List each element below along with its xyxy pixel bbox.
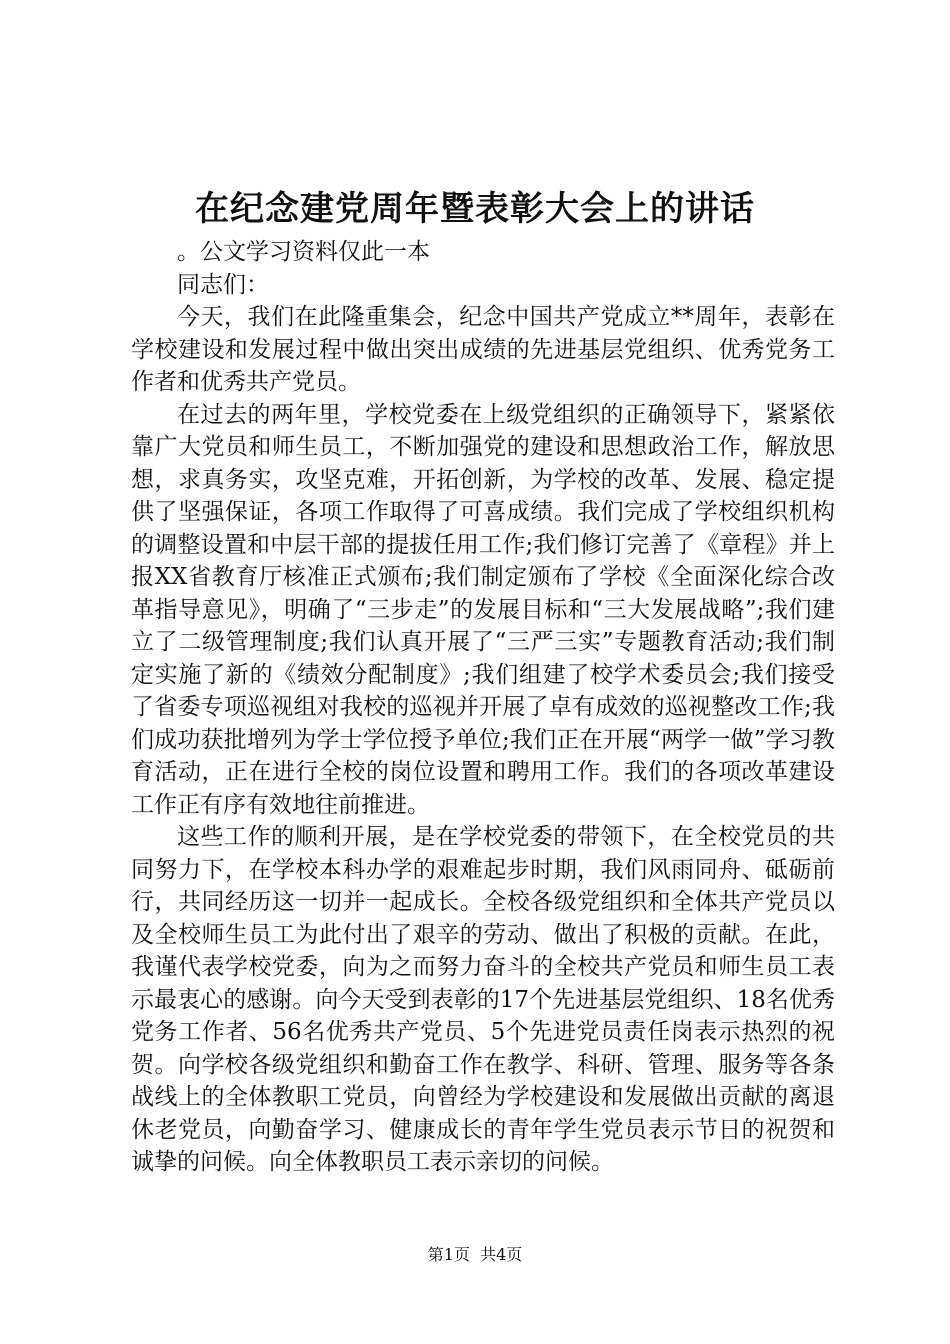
footer-spacer xyxy=(470,1245,480,1264)
document-body xyxy=(131,236,835,1179)
page-total: 共4页 xyxy=(480,1245,523,1264)
page-footer xyxy=(0,1244,950,1266)
paragraph: 在过去的两年里，学校党委在上级党组织的正确领导下，紧紧依靠广大党员和师生员工，不断加强党的建设和思想政治工作，解放思想，求真务实，攻坚克难，开拓创新，为学校的改革、发展、稳定提供了坚强保证，各项工作取得了可喜成绩。我们完成了学校组织机构的调整设置和中层干部的提拔任用工作;我们修订完善了《章程》并上报XX省教育厅核准正式颁布;我们制定颁布了学校《全面深化综合改革指导意见》，明确了“三步走”的发展目标和“三大发展战略”;我们建立了二级管理制度;我们认真开展了“三严三实”专题教育活动;我们制定实施了新的《绩效分配制度》;我们组建了校学术委员会;我们接受了省委专项巡视组对我校的巡视并开展了卓有成效的巡视整改工作;我们成功获批增列为学士学位授予单位;我们正在开展“两学一做”学习教育活动，正在进行全校的岗位设置和聘用工作。我们的各项改革建设工作正有序有效地往前推进。 xyxy=(131,401,835,818)
paragraph: 今天，我们在此隆重集会，纪念中国共产党成立**周年，表彰在学校建设和发展过程中做出突出成绩的先进基层党组织、优秀党务工作者和优秀共产党员。 xyxy=(131,304,835,395)
document-title: 在纪念建党周年暨表彰大会上的讲话 xyxy=(195,189,755,229)
paragraph: 这些工作的顺利开展，是在学校党委的带领下，在全校党员的共同努力下，在学校本科办学的艰难起步时期，我们风雨同舟、砥砺前行，共同经历这一切并一起成长。全校各级党组织和全体共产党员以及全校师生员工为此付出了艰辛的劳动、做出了积极的贡献。在此，我谨代表学校党委，向为之而努力奋斗的全校共产党员和师生员工表示最衷心的感谢。向今天受到表彰的17个先进基层党组织、18名优秀党务工作者、56名优秀共产党员、5个先进党员责任岗表示热烈的祝贺。向学校各级党组织和勤奋工作在教学、科研、管理、服务等各条战线上的全体教职工党员，向曾经为学校建设和发展做出贡献的离退休老党员，向勤奋学习、健康成长的青年学生党员表示节日的祝贺和诚挚的问候。向全体教职员工表示亲切的问候。 xyxy=(131,824,835,1175)
salutation: 同志们： xyxy=(177,271,269,298)
page-number: 第1页 xyxy=(427,1245,470,1264)
note-line: 。公文学习资料仅此一本 xyxy=(177,239,430,265)
